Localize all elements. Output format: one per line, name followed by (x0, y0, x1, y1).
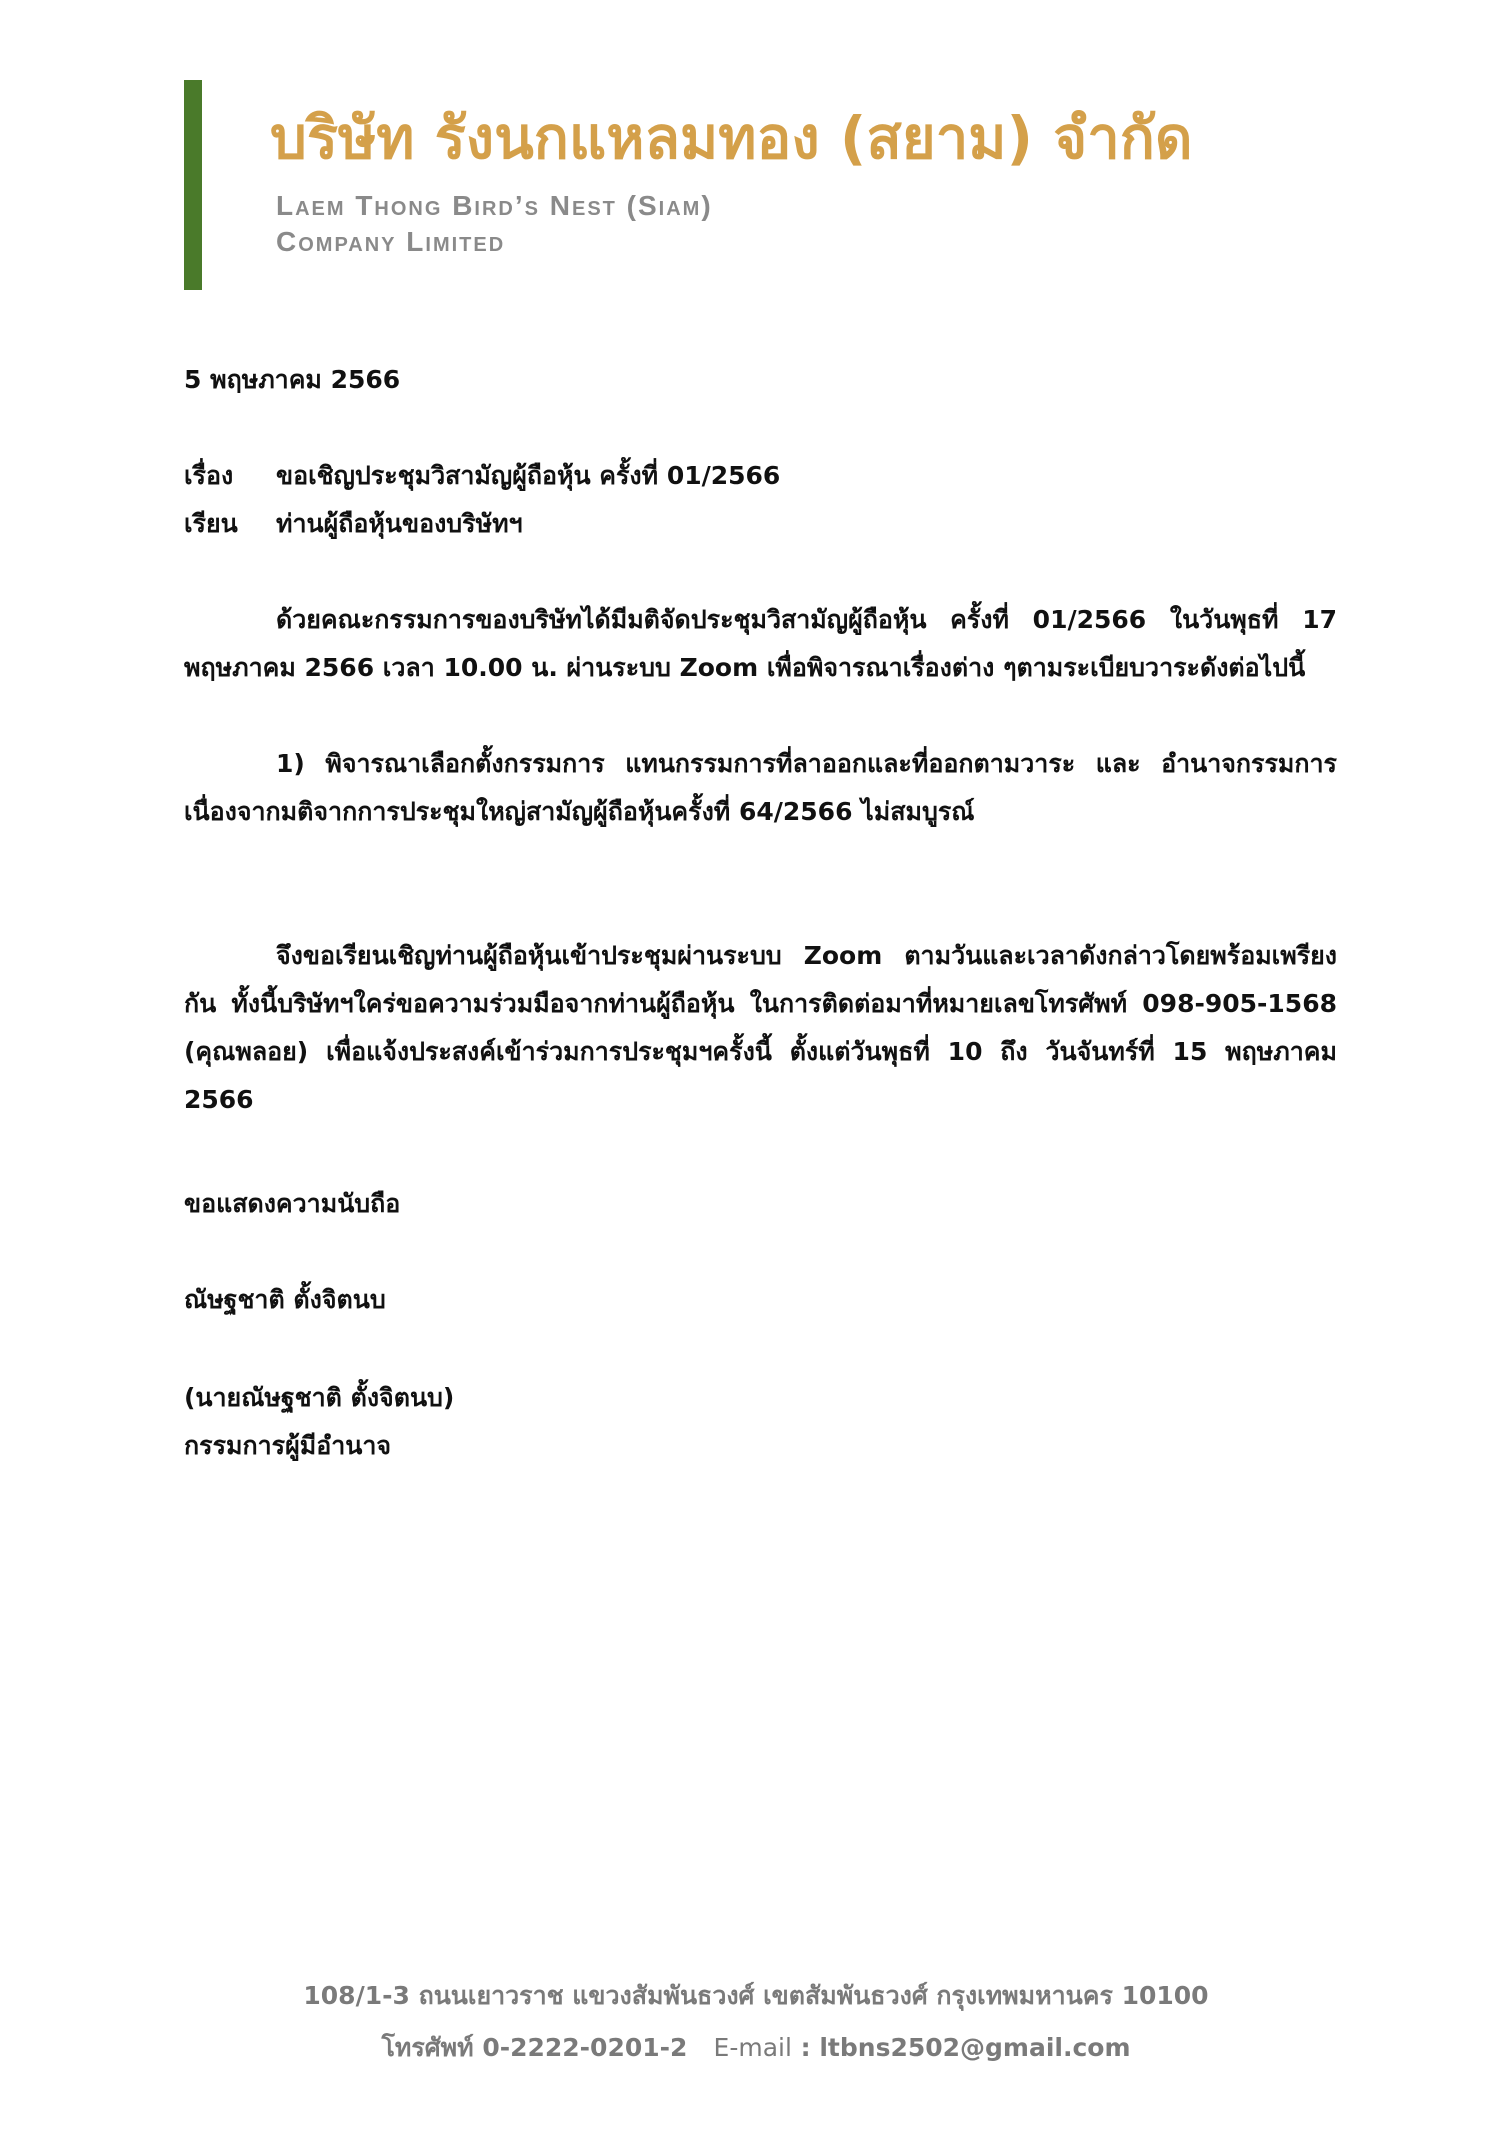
subject-text: ขอเชิญประชุมวิสามัญผู้ถือหุ้น ครั้งที่ 01/2566 (276, 461, 781, 490)
footer-phone: โทรศัพท์ 0-2222-0201-2 (381, 2033, 688, 2062)
signature: ณัษฐชาติ ตั้งจิตนบ (184, 1285, 386, 1314)
letter-date: 5 พฤษภาคม 2566 (184, 365, 401, 394)
company-name-english-line1: Laem Thong Bird’s Nest (Siam) (276, 190, 713, 221)
recipient-text: ท่านผู้ถือหุ้นของบริษัทฯ (276, 509, 523, 538)
body-paragraph-2 (184, 932, 1337, 1124)
company-name-thai: บริษัท รังนกแหลมทอง (สยาม) จำกัด (270, 104, 1193, 172)
body-paragraph-2-text: จึงขอเรียนเชิญท่านผู้ถือหุ้นเข้าประชุมผ่านระบบ Zoom ตามวันและเวลาดังกล่าวโดยพร้อมเพรียงกัน ทั้งนี้บริษัทฯใคร่ขอความร่วมมือจากท่านผู้ถือหุ้น ในการติดต่อมาที่หมายเลขโทรศัพท์ 098-905-1568 (คุณพลอย) เพื่อแจ้งประสงค์เข้าร่วมการประชุมฯครั้งนี้ ตั้งแต่วันพุธที่ 10 ถึง วันจันทร์ที่ 15 พฤษภาคม 2566 (184, 941, 1337, 1114)
footer-email-separator: : (800, 2033, 811, 2062)
agenda-item-1 (184, 740, 1337, 836)
recipient-label: เรียน (184, 509, 238, 538)
footer-address: 108/1-3 ถนนเยาวราช แขวงสัมพันธวงศ์ เขตสัมพันธวงศ์ กรุงเทพมหานคร 10100 (303, 1981, 1209, 2010)
company-name-english-line2: Company Limited (276, 226, 506, 257)
closing-text: ขอแสดงความนับถือ (184, 1189, 401, 1218)
body-paragraph-1-text: ด้วยคณะกรรมการของบริษัทได้มีมติจัดประชุมวิสามัญผู้ถือหุ้น ครั้งที่ 01/2566 ในวันพุธที่ 17 พฤษภาคม 2566 เวลา 10.00 น. ผ่านระบบ Zoom เพื่อพิจารณาเรื่องต่าง ๆตามระเบียบวาระดังต่อไปนี้ (184, 605, 1337, 682)
footer-email-label: E-mail (713, 2033, 792, 2062)
agenda-item-1-text: 1) พิจารณาเลือกตั้งกรรมการ แทนกรรมการที่ลาออกและที่ออกตามวาระ และ อำนาจกรรมการ เนื่องจากมติจากการประชุมใหญ่สามัญผู้ถือหุ้นครั้งที่ 64/2566 ไม่สมบูรณ์ (184, 749, 1337, 826)
subject-label: เรื่อง (184, 461, 234, 490)
footer-email: ltbns2502@gmail.com (819, 2033, 1131, 2062)
recipient-line (184, 500, 523, 548)
letterhead-accent-bar (184, 80, 202, 290)
signer-title: กรรมการผู้มีอำนาจ (184, 1431, 392, 1460)
subject-line (184, 452, 780, 500)
footer-contact (0, 2028, 1512, 2068)
body-paragraph-1 (184, 596, 1337, 692)
signer-name: (นายณัษฐชาติ ตั้งจิตนบ) (184, 1383, 455, 1412)
